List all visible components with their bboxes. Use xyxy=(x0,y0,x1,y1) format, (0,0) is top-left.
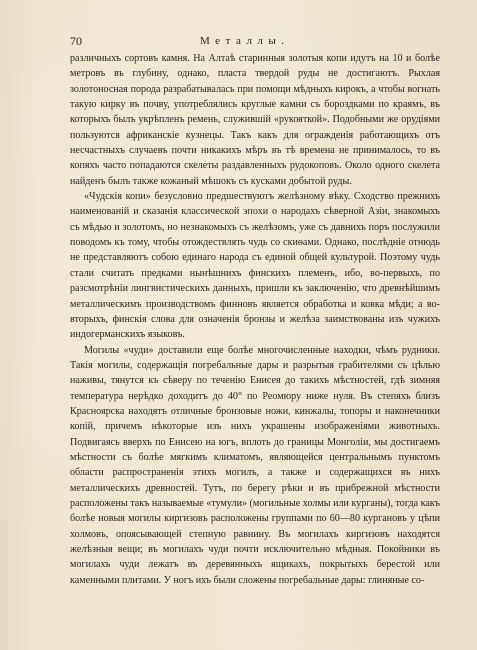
paragraph: Могилы «чуди» доставили еще болѣе многочисленные находки, чѣмъ рудники. Такія могилы, содержащія погребальные дары и разрытыя грабителями съ цѣлью наживы, тянутся къ сѣверу по теченію Енисея до такихъ мѣстностей, гдѣ зимняя температура нерѣдко доходитъ до 40° по Реомюру ниже нуля. Въ степяхъ близъ Красноярска находятъ отличные бронзовые ножи, кинжалы, топоры и наконечники копій, причемъ нѣкоторые изъ нихъ украшены изображеніями животныхъ. Подвигаясь вверхъ по Енисею на югъ, вплоть до границы Монголіи, мы достигаемъ мѣстности съ болѣе мягкимъ климатомъ, являющейся центральнымъ пунктомъ области распространенія этихъ могилъ, а также и содержащихся въ нихъ металлическихъ древностей. Тутъ, по берегу рѣки и въ прибрежной мѣстности расположены такъ называемые «тумули» (могильные холмы или курганы), тогда какъ болѣе новыя могилы киргизовъ расположены группами по 60—80 кургановъ у цѣпи холмовъ, опоясывающей степную равнину. Въ могилахъ киргизовъ находятся желѣзныя вещи; въ могилахъ чуди почти исключительно мѣдныя. Покойники въ могилахъ чуди лежатъ въ деревянныхъ ящикахъ, покрытыхъ берестой или каменными плитами. У ногъ ихъ были сложены погребальные дары: глиняные со- xyxy=(70,344,440,586)
page-number: 70 xyxy=(70,34,82,48)
running-title: Металлы. xyxy=(200,35,290,47)
page-header xyxy=(70,34,437,48)
paragraph: «Чудскія копи» безусловно предшествуютъ желѣзному вѣку. Сходство прежнихъ наименованій и сказанія классической эпохи о народахъ сѣверной Азіи, знакомыхъ съ мѣдью и золотомъ, но незнакомыхъ съ желѣзомъ, уже съ давнихъ поръ послужили поводомъ къ тому, чтобы отождествлять чудь со скиѳами. Однако, послѣдніе отнюдь не представляютъ собою единаго народа съ единой общей культурой. Поэтому чудь стали считать предками нынѣшнихъ финскихъ племенъ, ибо, во-первыхъ, по разсмотрѣніи лингвистическихъ данныхъ, пришли къ заключенію, что древнѣйшимъ металлическимъ производствомъ финновъ является обработка и ковка мѣди; а во-вторыхъ, финскія слова для означенія бронзы и желѣза заимствованы изъ чужихъ индогерманскихъ языковъ. xyxy=(70,191,440,341)
paragraph: различныхъ сортовъ камня. На Алтаѣ старинныя золотыя копи идутъ на 10 и болѣе метровъ въ глубину, однако, пласта твердой руды не достигаютъ. Рыхлая золотоносная порода разрабатывалась при помощи мѣдныхъ кирокъ, а чтобы вогнать такую кирку въ почву, употреблялись круглые камни съ бороздками по краямъ, въ которыхъ былъ укрѣпленъ ремень, служившій «рукояткой». Подобными же орудіями пользуются африканскіе кузнецы. Такъ какъ для огражденія работающихъ отъ несчастныхъ случаевъ почти никакихъ мѣръ въ тѣ времена не принималось, то въ копяхъ часто попадаются скелеты раздавленныхъ рудокоповъ. Около одного скелета найденъ былъ также кожаный мѣшокъ съ кусками добытой руды. xyxy=(70,53,440,187)
body-text xyxy=(70,51,440,588)
